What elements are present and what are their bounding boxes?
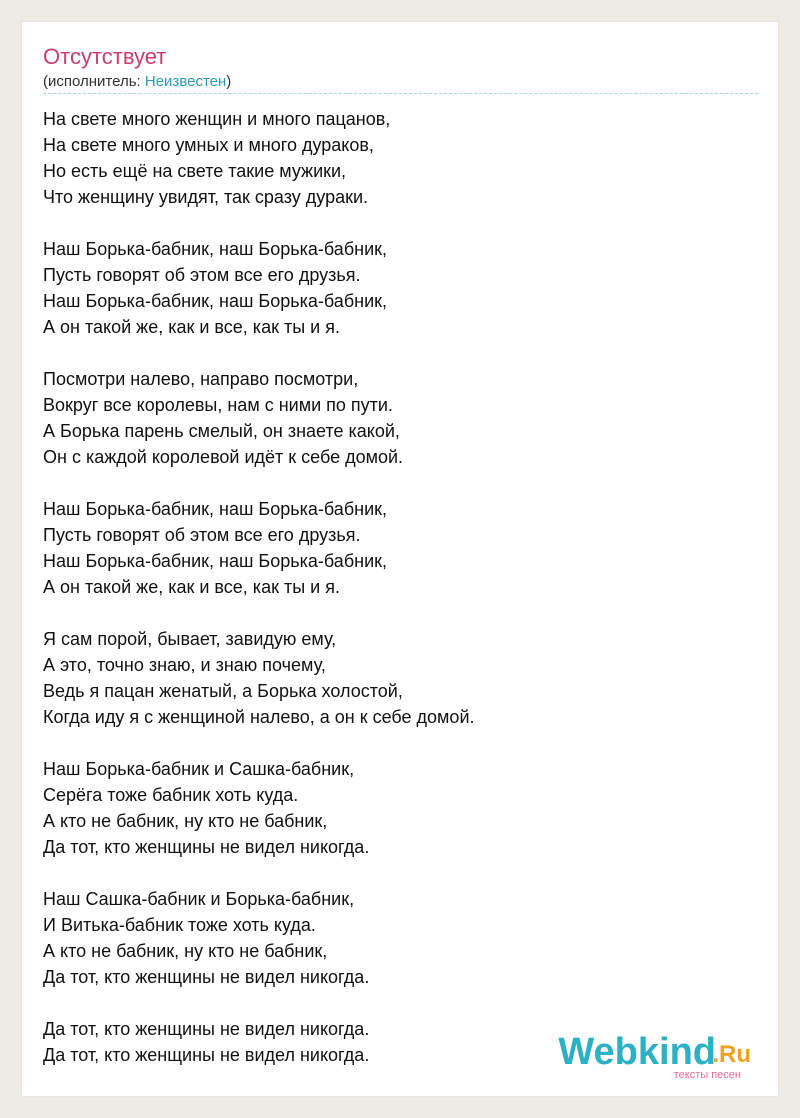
lyric-line: На свете много женщин и много пацанов, — [43, 109, 391, 129]
logo-tagline: тексты песен — [673, 1069, 741, 1081]
lyric-line: Да тот, кто женщины не видел никогда. — [43, 1045, 370, 1065]
stanza — [43, 756, 758, 860]
lyric-line: Да тот, кто женщины не видел никогда. — [43, 1019, 370, 1039]
lyric-line: А кто не бабник, ну кто не бабник, — [43, 941, 328, 961]
logo-tld: .Ru — [712, 1041, 751, 1068]
lyric-line: А он такой же, как и все, как ты и я. — [43, 577, 340, 597]
lyric-line: Он с каждой королевой идёт к себе домой. — [43, 447, 404, 467]
lyric-line: Пусть говорят об этом все его друзья. — [43, 265, 361, 285]
lyric-line: А кто не бабник, ну кто не бабник, — [43, 811, 328, 831]
stanza — [43, 236, 758, 340]
lyric-line: Вокруг все королевы, нам с ними по пути. — [43, 395, 393, 415]
lyric-line: Когда иду я с женщиной налево, а он к себе домой. — [43, 707, 475, 727]
logo-word: Webkind — [558, 1031, 716, 1073]
lyric-line: Наш Борька-бабник, наш Борька-бабник, — [43, 291, 387, 311]
lyric-line: Да тот, кто женщины не видел никогда. — [43, 967, 370, 987]
lyric-line: Я сам порой, бывает, завидую ему, — [43, 629, 337, 649]
divider — [43, 93, 758, 94]
artist-line — [43, 73, 231, 91]
lyric-line: Наш Борька-бабник и Сашка-бабник, — [43, 759, 355, 779]
lyrics-text — [43, 106, 758, 1094]
stanza — [43, 106, 758, 210]
lyric-line: Наш Сашка-бабник и Борька-бабник, — [43, 889, 355, 909]
lyrics-sheet — [22, 22, 778, 1096]
lyric-line: Ведь я пацан женатый, а Борька холостой, — [43, 681, 403, 701]
lyric-line: Пусть говорят об этом все его друзья. — [43, 525, 361, 545]
artist-prefix: (исполнитель: — [43, 73, 145, 90]
lyric-line: Наш Борька-бабник, наш Борька-бабник, — [43, 499, 387, 519]
site-logo[interactable] — [551, 1032, 751, 1082]
lyric-line: А это, точно знаю, и знаю почему, — [43, 655, 326, 675]
lyric-line: Наш Борька-бабник, наш Борька-бабник, — [43, 551, 387, 571]
lyric-line: Наш Борька-бабник, наш Борька-бабник, — [43, 239, 387, 259]
stanza — [43, 496, 758, 600]
stanza — [43, 886, 758, 990]
lyric-line: Но есть ещё на свете такие мужики, — [43, 161, 347, 181]
lyric-line: Что женщину увидят, так сразу дураки. — [43, 187, 369, 207]
artist-suffix: ) — [226, 73, 232, 90]
lyric-line: И Витька-бабник тоже хоть куда. — [43, 915, 316, 935]
stanza — [43, 626, 758, 730]
lyric-line: Да тот, кто женщины не видел никогда. — [43, 837, 370, 857]
lyric-line: Серёга тоже бабник хоть куда. — [43, 785, 299, 805]
lyric-line: А Борька парень смелый, он знаете какой, — [43, 421, 400, 441]
lyric-line: Посмотри налево, направо посмотри, — [43, 369, 359, 389]
stanza — [43, 366, 758, 470]
lyric-line: А он такой же, как и все, как ты и я. — [43, 317, 340, 337]
artist-link[interactable]: Неизвестен — [144, 73, 227, 90]
song-title: Отсутствует — [43, 44, 167, 69]
lyric-line: На свете много умных и много дураков, — [43, 135, 374, 155]
